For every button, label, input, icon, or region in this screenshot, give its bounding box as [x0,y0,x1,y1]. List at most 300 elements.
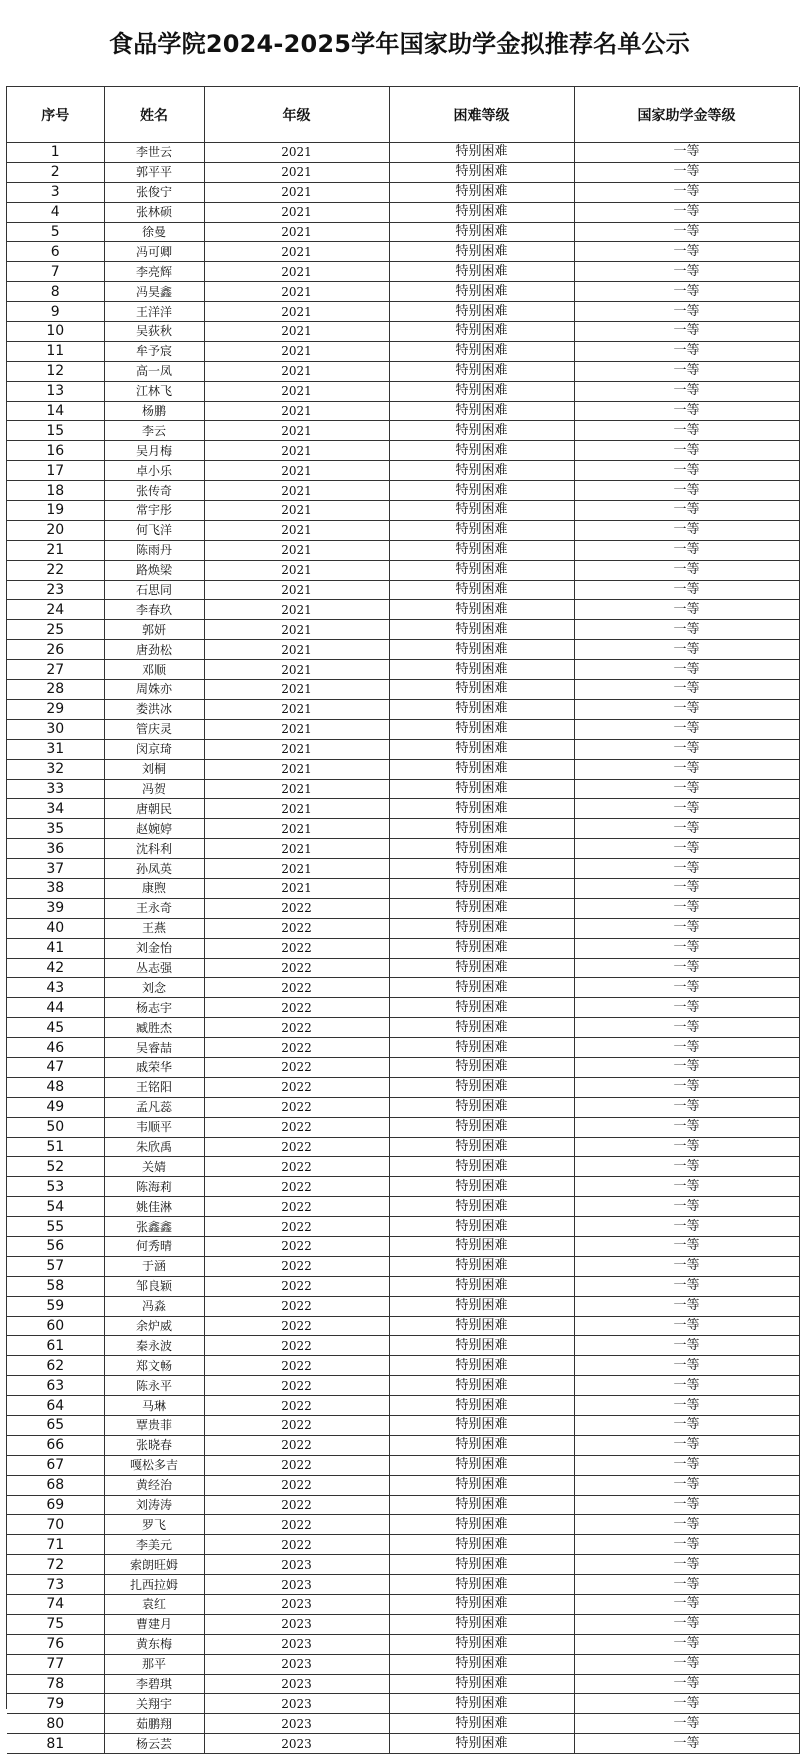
grade-cell: 2023 [204,1614,389,1634]
difficulty-level-cell: 特别困难 [389,1555,574,1575]
table-row [7,918,799,938]
grade-cell: 2022 [204,958,389,978]
table-row [7,799,799,819]
grade-cell: 2021 [204,739,389,759]
serial-number-cell: 10 [7,322,104,342]
grade-cell: 2022 [204,1475,389,1495]
serial-number-cell: 62 [7,1356,104,1376]
grade-cell: 2021 [204,859,389,879]
serial-number-cell: 15 [7,421,104,441]
difficulty-level-cell: 特别困难 [389,1495,574,1515]
difficulty-level-cell: 特别困难 [389,143,574,163]
difficulty-level-cell: 特别困难 [389,699,574,719]
difficulty-level-cell: 特别困难 [389,799,574,819]
difficulty-level-cell: 特别困难 [389,1714,574,1734]
grant-level-cell: 一等 [574,859,799,879]
grade-cell: 2022 [204,1018,389,1038]
serial-number-cell: 66 [7,1435,104,1455]
table-row [7,302,799,322]
table-row [7,1555,799,1575]
serial-number-cell: 42 [7,958,104,978]
student-name-cell: 郑文畅 [104,1356,204,1376]
grant-level-cell: 一等 [574,262,799,282]
table-row [7,481,799,501]
grade-cell: 2021 [204,878,389,898]
grade-cell: 2022 [204,1077,389,1097]
grant-level-cell: 一等 [574,620,799,640]
student-name-cell: 曹建月 [104,1614,204,1634]
grade-cell: 2021 [204,819,389,839]
grant-level-cell: 一等 [574,1177,799,1197]
difficulty-level-cell: 特别困难 [389,1137,574,1157]
difficulty-level-cell: 特别困难 [389,1674,574,1694]
grant-level-cell: 一等 [574,1296,799,1316]
difficulty-level-cell: 特别困难 [389,381,574,401]
table-row [7,1336,799,1356]
difficulty-level-cell: 特别困难 [389,182,574,202]
grade-cell: 2022 [204,1515,389,1535]
grade-cell: 2021 [204,839,389,859]
grade-cell: 2022 [204,1435,389,1455]
grant-level-cell: 一等 [574,1018,799,1038]
difficulty-level-cell: 特别困难 [389,1097,574,1117]
student-name-cell: 张林硕 [104,202,204,222]
header-grant-level: 国家助学金等级 [574,87,799,143]
serial-number-cell: 23 [7,580,104,600]
difficulty-level-cell: 特别困难 [389,938,574,958]
table-row [7,1495,799,1515]
difficulty-level-cell: 特别困难 [389,162,574,182]
table-row [7,1077,799,1097]
difficulty-level-cell: 特别困难 [389,202,574,222]
difficulty-level-cell: 特别困难 [389,680,574,700]
difficulty-level-cell: 特别困难 [389,242,574,262]
student-name-cell: 冯可卿 [104,242,204,262]
grant-level-cell: 一等 [574,421,799,441]
grade-cell: 2022 [204,1097,389,1117]
difficulty-level-cell: 特别困难 [389,1077,574,1097]
serial-number-cell: 3 [7,182,104,202]
student-name-cell: 张晓春 [104,1435,204,1455]
table-row [7,182,799,202]
serial-number-cell: 61 [7,1336,104,1356]
grade-cell: 2021 [204,799,389,819]
table-row [7,1435,799,1455]
serial-number-cell: 45 [7,1018,104,1038]
grade-cell: 2021 [204,361,389,381]
serial-number-cell: 27 [7,660,104,680]
grade-cell: 2021 [204,341,389,361]
student-name-cell: 丛志强 [104,958,204,978]
document-title: 食品学院2024-2025学年国家助学金拟推荐名单公示 [109,30,690,58]
grant-level-cell: 一等 [574,1197,799,1217]
grade-cell: 2022 [204,1038,389,1058]
serial-number-cell: 38 [7,878,104,898]
student-name-cell: 韦顺平 [104,1117,204,1137]
table-row [7,501,799,521]
grant-level-cell: 一等 [574,580,799,600]
table-header-row [7,87,799,143]
table-row [7,640,799,660]
difficulty-level-cell: 特别困难 [389,1296,574,1316]
serial-number-cell: 5 [7,222,104,242]
table-row [7,1137,799,1157]
table-row [7,819,799,839]
difficulty-level-cell: 特别困难 [389,878,574,898]
grade-cell: 2021 [204,699,389,719]
student-name-cell: 冯贺 [104,779,204,799]
student-name-cell: 于涵 [104,1256,204,1276]
grade-cell: 2022 [204,1455,389,1475]
difficulty-level-cell: 特别困难 [389,1276,574,1296]
table-row [7,162,799,182]
grade-cell: 2022 [204,1217,389,1237]
student-name-cell: 高一凤 [104,361,204,381]
grant-level-cell: 一等 [574,401,799,421]
serial-number-cell: 57 [7,1256,104,1276]
serial-number-cell: 1 [7,143,104,163]
serial-number-cell: 4 [7,202,104,222]
student-name-cell: 闵京琦 [104,739,204,759]
student-name-cell: 马琳 [104,1396,204,1416]
grade-cell: 2022 [204,1376,389,1396]
difficulty-level-cell: 特别困难 [389,302,574,322]
grant-level-cell: 一等 [574,1236,799,1256]
serial-number-cell: 67 [7,1455,104,1475]
serial-number-cell: 34 [7,799,104,819]
table-row [7,1694,799,1714]
grant-level-cell: 一等 [574,560,799,580]
table-row [7,580,799,600]
table-row [7,1654,799,1674]
serial-number-cell: 70 [7,1515,104,1535]
serial-number-cell: 46 [7,1038,104,1058]
grant-level-cell: 一等 [574,481,799,501]
table-row [7,1276,799,1296]
student-name-cell: 石思同 [104,580,204,600]
student-name-cell: 索朗旺姆 [104,1555,204,1575]
student-name-cell: 王永奇 [104,898,204,918]
grant-level-cell: 一等 [574,1455,799,1475]
grade-cell: 2022 [204,1535,389,1555]
serial-number-cell: 30 [7,719,104,739]
grant-level-cell: 一等 [574,1714,799,1734]
student-name-cell: 覃贵菲 [104,1416,204,1436]
difficulty-level-cell: 特别困难 [389,1038,574,1058]
serial-number-cell: 35 [7,819,104,839]
table-row [7,1396,799,1416]
student-name-cell: 朱欣禹 [104,1137,204,1157]
grade-cell: 2021 [204,182,389,202]
student-name-cell: 徐曼 [104,222,204,242]
difficulty-level-cell: 特别困难 [389,262,574,282]
grant-level-cell: 一等 [574,1555,799,1575]
grant-level-cell: 一等 [574,143,799,163]
grant-level-cell: 一等 [574,461,799,481]
grade-cell: 2021 [204,282,389,302]
table-row [7,958,799,978]
grant-level-cell: 一等 [574,1376,799,1396]
grade-cell: 2021 [204,501,389,521]
difficulty-level-cell: 特别困难 [389,779,574,799]
grant-level-cell: 一等 [574,1276,799,1296]
grade-cell: 2021 [204,143,389,163]
grade-cell: 2021 [204,560,389,580]
grade-cell: 2022 [204,1197,389,1217]
difficulty-level-cell: 特别困难 [389,1117,574,1137]
student-name-cell: 扎西拉姆 [104,1575,204,1595]
serial-number-cell: 75 [7,1614,104,1634]
serial-number-cell: 72 [7,1555,104,1575]
serial-number-cell: 80 [7,1714,104,1734]
table-row [7,759,799,779]
difficulty-level-cell: 特别困难 [389,560,574,580]
grade-cell: 2021 [204,640,389,660]
difficulty-level-cell: 特别困难 [389,1157,574,1177]
difficulty-level-cell: 特别困难 [389,461,574,481]
student-name-cell: 黄经治 [104,1475,204,1495]
serial-number-cell: 60 [7,1316,104,1336]
table-row [7,739,799,759]
table-row [7,560,799,580]
student-name-cell: 沈科利 [104,839,204,859]
grant-level-cell: 一等 [574,520,799,540]
student-name-cell: 李春玖 [104,600,204,620]
serial-number-cell: 78 [7,1674,104,1694]
table-row [7,1376,799,1396]
table-row [7,1455,799,1475]
difficulty-level-cell: 特别困难 [389,401,574,421]
grant-level-cell: 一等 [574,898,799,918]
grade-cell: 2021 [204,719,389,739]
serial-number-cell: 37 [7,859,104,879]
serial-number-cell: 24 [7,600,104,620]
difficulty-level-cell: 特别困难 [389,322,574,342]
difficulty-level-cell: 特别困难 [389,1057,574,1077]
difficulty-level-cell: 特别困难 [389,520,574,540]
table-row [7,1714,799,1734]
recommendation-table-container [6,86,798,1752]
difficulty-level-cell: 特别困难 [389,1316,574,1336]
grade-cell: 2022 [204,1256,389,1276]
grant-level-cell: 一等 [574,1595,799,1615]
difficulty-level-cell: 特别困难 [389,819,574,839]
student-name-cell: 嘎松多吉 [104,1455,204,1475]
serial-number-cell: 39 [7,898,104,918]
grade-cell: 2023 [204,1575,389,1595]
grade-cell: 2022 [204,1137,389,1157]
difficulty-level-cell: 特别困难 [389,341,574,361]
grant-level-cell: 一等 [574,1674,799,1694]
grant-level-cell: 一等 [574,1634,799,1654]
grant-level-cell: 一等 [574,739,799,759]
student-name-cell: 刘桐 [104,759,204,779]
grant-level-cell: 一等 [574,222,799,242]
grant-level-cell: 一等 [574,958,799,978]
table-row [7,242,799,262]
student-name-cell: 李碧琪 [104,1674,204,1694]
serial-number-cell: 53 [7,1177,104,1197]
grade-cell: 2021 [204,302,389,322]
difficulty-level-cell: 特别困难 [389,719,574,739]
serial-number-cell: 32 [7,759,104,779]
difficulty-level-cell: 特别困难 [389,1217,574,1237]
header-grade: 年级 [204,87,389,143]
grade-cell: 2022 [204,1057,389,1077]
student-name-cell: 罗飞 [104,1515,204,1535]
serial-number-cell: 49 [7,1097,104,1117]
table-row [7,1097,799,1117]
grade-cell: 2021 [204,441,389,461]
serial-number-cell: 8 [7,282,104,302]
grade-cell: 2022 [204,898,389,918]
grade-cell: 2022 [204,1396,389,1416]
grant-level-cell: 一等 [574,998,799,1018]
serial-number-cell: 17 [7,461,104,481]
student-name-cell: 冯昊鑫 [104,282,204,302]
grant-level-cell: 一等 [574,242,799,262]
serial-number-cell: 13 [7,381,104,401]
serial-number-cell: 36 [7,839,104,859]
serial-number-cell: 68 [7,1475,104,1495]
grade-cell: 2021 [204,202,389,222]
table-row [7,1177,799,1197]
table-row [7,1296,799,1316]
table-row [7,859,799,879]
table-row [7,779,799,799]
difficulty-level-cell: 特别困难 [389,839,574,859]
grade-cell: 2021 [204,540,389,560]
grant-level-cell: 一等 [574,839,799,859]
serial-number-cell: 63 [7,1376,104,1396]
serial-number-cell: 28 [7,680,104,700]
serial-number-cell: 25 [7,620,104,640]
table-row [7,143,799,163]
header-difficulty-level: 困难等级 [389,87,574,143]
grade-cell: 2021 [204,461,389,481]
table-row [7,1595,799,1615]
serial-number-cell: 11 [7,341,104,361]
grant-level-cell: 一等 [574,341,799,361]
serial-number-cell: 59 [7,1296,104,1316]
grant-level-cell: 一等 [574,540,799,560]
serial-number-cell: 51 [7,1137,104,1157]
grant-level-cell: 一等 [574,978,799,998]
grade-cell: 2021 [204,660,389,680]
grant-level-cell: 一等 [574,322,799,342]
difficulty-level-cell: 特别困难 [389,759,574,779]
serial-number-cell: 73 [7,1575,104,1595]
student-name-cell: 唐劲松 [104,640,204,660]
table-row [7,520,799,540]
grant-level-cell: 一等 [574,600,799,620]
grant-level-cell: 一等 [574,918,799,938]
table-row [7,1674,799,1694]
grade-cell: 2021 [204,242,389,262]
serial-number-cell: 48 [7,1077,104,1097]
student-name-cell: 陈海莉 [104,1177,204,1197]
difficulty-level-cell: 特别困难 [389,441,574,461]
difficulty-level-cell: 特别困难 [389,1455,574,1475]
grant-level-cell: 一等 [574,1734,799,1754]
grade-cell: 2022 [204,1495,389,1515]
student-name-cell: 卓小乐 [104,461,204,481]
student-name-cell: 黄东梅 [104,1634,204,1654]
student-name-cell: 王燕 [104,918,204,938]
table-row [7,1038,799,1058]
serial-number-cell: 7 [7,262,104,282]
student-name-cell: 吴月梅 [104,441,204,461]
student-name-cell: 江林飞 [104,381,204,401]
grant-level-cell: 一等 [574,441,799,461]
grade-cell: 2023 [204,1634,389,1654]
student-name-cell: 袁红 [104,1595,204,1615]
table-row [7,1515,799,1535]
difficulty-level-cell: 特别困难 [389,421,574,441]
difficulty-level-cell: 特别困难 [389,580,574,600]
difficulty-level-cell: 特别困难 [389,739,574,759]
student-name-cell: 邓顺 [104,660,204,680]
serial-number-cell: 58 [7,1276,104,1296]
table-row [7,1734,799,1754]
serial-number-cell: 41 [7,938,104,958]
grant-level-cell: 一等 [574,1475,799,1495]
difficulty-level-cell: 特别困难 [389,1694,574,1714]
grant-level-cell: 一等 [574,202,799,222]
table-row [7,699,799,719]
table-row [7,1416,799,1436]
student-name-cell: 张传奇 [104,481,204,501]
grant-level-cell: 一等 [574,799,799,819]
difficulty-level-cell: 特别困难 [389,998,574,1018]
difficulty-level-cell: 特别困难 [389,1356,574,1376]
serial-number-cell: 20 [7,520,104,540]
grade-cell: 2021 [204,381,389,401]
difficulty-level-cell: 特别困难 [389,1177,574,1197]
grade-cell: 2023 [204,1555,389,1575]
student-name-cell: 娄洪冰 [104,699,204,719]
difficulty-level-cell: 特别困难 [389,978,574,998]
student-name-cell: 何秀晴 [104,1236,204,1256]
grade-cell: 2021 [204,620,389,640]
difficulty-level-cell: 特别困难 [389,540,574,560]
serial-number-cell: 54 [7,1197,104,1217]
grant-level-cell: 一等 [574,302,799,322]
grant-level-cell: 一等 [574,361,799,381]
serial-number-cell: 71 [7,1535,104,1555]
grade-cell: 2023 [204,1734,389,1754]
table-row [7,322,799,342]
difficulty-level-cell: 特别困难 [389,859,574,879]
grant-level-cell: 一等 [574,1117,799,1137]
grade-cell: 2021 [204,401,389,421]
serial-number-cell: 6 [7,242,104,262]
student-name-cell: 关翔宇 [104,1694,204,1714]
grade-cell: 2022 [204,1157,389,1177]
grant-level-cell: 一等 [574,719,799,739]
grade-cell: 2022 [204,1356,389,1376]
serial-number-cell: 29 [7,699,104,719]
table-row [7,222,799,242]
table-row [7,262,799,282]
student-name-cell: 唐朝民 [104,799,204,819]
serial-number-cell: 43 [7,978,104,998]
difficulty-level-cell: 特别困难 [389,1435,574,1455]
grade-cell: 2022 [204,998,389,1018]
difficulty-level-cell: 特别困难 [389,1515,574,1535]
serial-number-cell: 50 [7,1117,104,1137]
table-row [7,421,799,441]
